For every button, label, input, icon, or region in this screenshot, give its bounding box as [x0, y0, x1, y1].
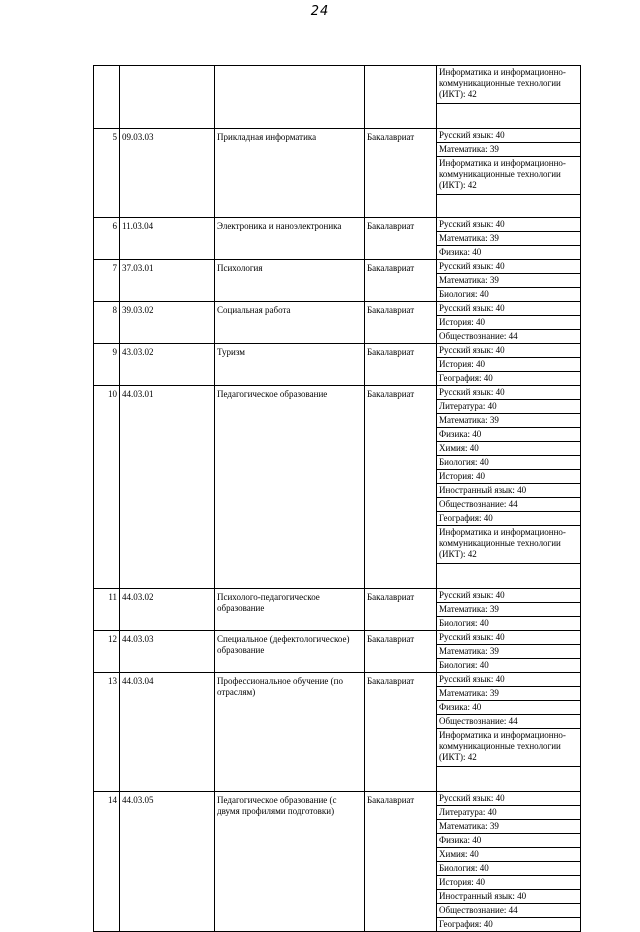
subjects-list [437, 792, 580, 931]
subject-min-score: Русский язык: 40 [437, 673, 580, 687]
subject-min-score: Информатика и информационно-коммуникационные технологии (ИКТ): 42 [437, 66, 580, 104]
subjects-cell [437, 589, 581, 631]
table-row [94, 631, 581, 673]
subject-min-score: Русский язык: 40 [437, 386, 580, 400]
subject-min-score: Обществознание: 44 [437, 498, 580, 512]
subject-min-score: География: 40 [439, 373, 493, 383]
subject-min-score: Биология: 40 [439, 289, 489, 299]
subject-min-score: Физика: 40 [437, 428, 580, 442]
subjects-list [437, 218, 580, 259]
admissions-table [93, 65, 581, 932]
direction-code: 44.03.02 [120, 589, 215, 631]
row-number: 10 [94, 386, 120, 589]
row-number: 12 [94, 631, 120, 673]
table-row [94, 344, 581, 386]
subjects-list [437, 631, 580, 672]
row-number: 8 [94, 302, 120, 344]
direction-code: 43.03.02 [120, 344, 215, 386]
direction-name: Психолого-педагогическое образование [215, 589, 365, 631]
subjects-cell [437, 673, 581, 792]
subject-min-score: Иностранный язык: 40 [437, 890, 580, 904]
subject-min-score: История: 40 [437, 316, 580, 330]
subjects-list [437, 673, 580, 791]
subject-min-score: История: 40 [437, 876, 580, 890]
subjects-cell [437, 792, 581, 932]
education-level: Бакалавриат [365, 792, 437, 932]
table-body [94, 66, 581, 932]
subject-min-score: Биология: 40 [437, 862, 580, 876]
education-level: Бакалавриат [365, 129, 437, 218]
table-row [94, 792, 581, 932]
table-row [94, 673, 581, 792]
subject-min-score: Русский язык: 40 [437, 631, 580, 645]
subjects-cell [437, 344, 581, 386]
direction-name: Профессиональное обучение (по отраслям) [215, 673, 365, 792]
subject-min-score: Информатика и информационно-коммуникационные технологии (ИКТ): 42 [437, 729, 580, 767]
education-level: Бакалавриат [365, 344, 437, 386]
subject-min-score: Математика: 39 [437, 232, 580, 246]
direction-name: Психология [215, 260, 365, 302]
subject-min-score: Русский язык: 40 [437, 344, 580, 358]
direction-name: Педагогическое образование [215, 386, 365, 589]
education-level: Бакалавриат [365, 631, 437, 673]
direction-code: 37.03.01 [120, 260, 215, 302]
subject-min-score: Химия: 40 [437, 442, 580, 456]
subject-min-score: Обществознание: 44 [437, 904, 580, 918]
table-row [94, 129, 581, 218]
subject-min-score: Математика: 39 [437, 143, 580, 157]
table-row [94, 66, 581, 129]
direction-name: Педагогическое образование (с двумя профилями подготовки) [215, 792, 365, 932]
education-level: Бакалавриат [365, 260, 437, 302]
direction-name: Туризм [215, 344, 365, 386]
subjects-cell [437, 260, 581, 302]
subject-min-score: Физика: 40 [439, 247, 482, 257]
subject-min-score: Русский язык: 40 [437, 129, 580, 143]
direction-name: Прикладная информатика [215, 129, 365, 218]
subjects-cell [437, 66, 581, 129]
row-number: 14 [94, 792, 120, 932]
education-level: Бакалавриат [365, 218, 437, 260]
table-row [94, 302, 581, 344]
subjects-cell [437, 631, 581, 673]
subjects-list [437, 302, 580, 343]
subjects-cell [437, 386, 581, 589]
row-number: 6 [94, 218, 120, 260]
subject-min-score: Обществознание: 44 [439, 331, 518, 341]
subject-min-score: Русский язык: 40 [437, 302, 580, 316]
direction-name: Электроника и наноэлектроника [215, 218, 365, 260]
direction-code: 44.03.03 [120, 631, 215, 673]
direction-name: Специальное (дефектологическое) образование [215, 631, 365, 673]
subject-min-score: Биология: 40 [437, 456, 580, 470]
direction-code: 09.03.03 [120, 129, 215, 218]
subjects-cell [437, 129, 581, 218]
row-number: 9 [94, 344, 120, 386]
page-number: 24 [310, 4, 330, 19]
subject-min-score: Литература: 40 [437, 400, 580, 414]
direction-code: 11.03.04 [120, 218, 215, 260]
subject-min-score: Обществознание: 44 [437, 715, 580, 729]
row-number: 13 [94, 673, 120, 792]
subject-min-score: Русский язык: 40 [437, 589, 580, 603]
subject-min-score: Биология: 40 [439, 618, 489, 628]
subjects-cell [437, 218, 581, 260]
education-level [365, 66, 437, 129]
subject-min-score: Иностранный язык: 40 [437, 484, 580, 498]
row-number [94, 66, 120, 129]
subject-min-score: География: 40 [439, 919, 493, 929]
subject-min-score: Химия: 40 [437, 848, 580, 862]
row-number: 11 [94, 589, 120, 631]
table-row [94, 386, 581, 589]
subjects-cell [437, 302, 581, 344]
subject-min-score: Математика: 39 [437, 414, 580, 428]
subject-min-score: Русский язык: 40 [437, 792, 580, 806]
subject-min-score: Биология: 40 [439, 660, 489, 670]
cell-spacer [437, 767, 580, 791]
subject-min-score: Математика: 39 [437, 274, 580, 288]
cell-spacer [437, 195, 580, 217]
education-level: Бакалавриат [365, 386, 437, 589]
subjects-list [437, 344, 580, 385]
subject-min-score: История: 40 [437, 358, 580, 372]
direction-name: Социальная работа [215, 302, 365, 344]
education-level: Бакалавриат [365, 673, 437, 792]
direction-code: 39.03.02 [120, 302, 215, 344]
subject-min-score: История: 40 [437, 470, 580, 484]
direction-code: 44.03.01 [120, 386, 215, 589]
direction-code [120, 66, 215, 129]
row-number: 7 [94, 260, 120, 302]
subjects-list [437, 129, 580, 217]
subject-min-score: Литература: 40 [437, 806, 580, 820]
direction-code: 44.03.05 [120, 792, 215, 932]
subject-min-score: Информатика и информационно-коммуникационные технологии (ИКТ): 42 [437, 157, 580, 195]
direction-name [215, 66, 365, 129]
education-level: Бакалавриат [365, 302, 437, 344]
table-row [94, 589, 581, 631]
row-number: 5 [94, 129, 120, 218]
subject-min-score: Физика: 40 [437, 701, 580, 715]
subjects-list [437, 260, 580, 301]
subject-min-score: Физика: 40 [437, 834, 580, 848]
subject-min-score: Русский язык: 40 [437, 260, 580, 274]
subjects-list [437, 386, 580, 588]
subject-min-score: Информатика и информационно-коммуникационные технологии (ИКТ): 42 [437, 526, 580, 564]
subject-min-score: Математика: 39 [437, 687, 580, 701]
subject-min-score: Русский язык: 40 [437, 218, 580, 232]
subject-min-score: Математика: 39 [437, 820, 580, 834]
direction-code: 44.03.04 [120, 673, 215, 792]
table-row [94, 260, 581, 302]
subjects-list [437, 589, 580, 630]
table-row [94, 218, 581, 260]
subjects-list [437, 66, 580, 128]
education-level: Бакалавриат [365, 589, 437, 631]
subject-min-score: Математика: 39 [437, 603, 580, 617]
subject-min-score: География: 40 [437, 512, 580, 526]
cell-spacer [437, 104, 580, 128]
subject-min-score: Математика: 39 [437, 645, 580, 659]
cell-spacer [437, 564, 580, 588]
